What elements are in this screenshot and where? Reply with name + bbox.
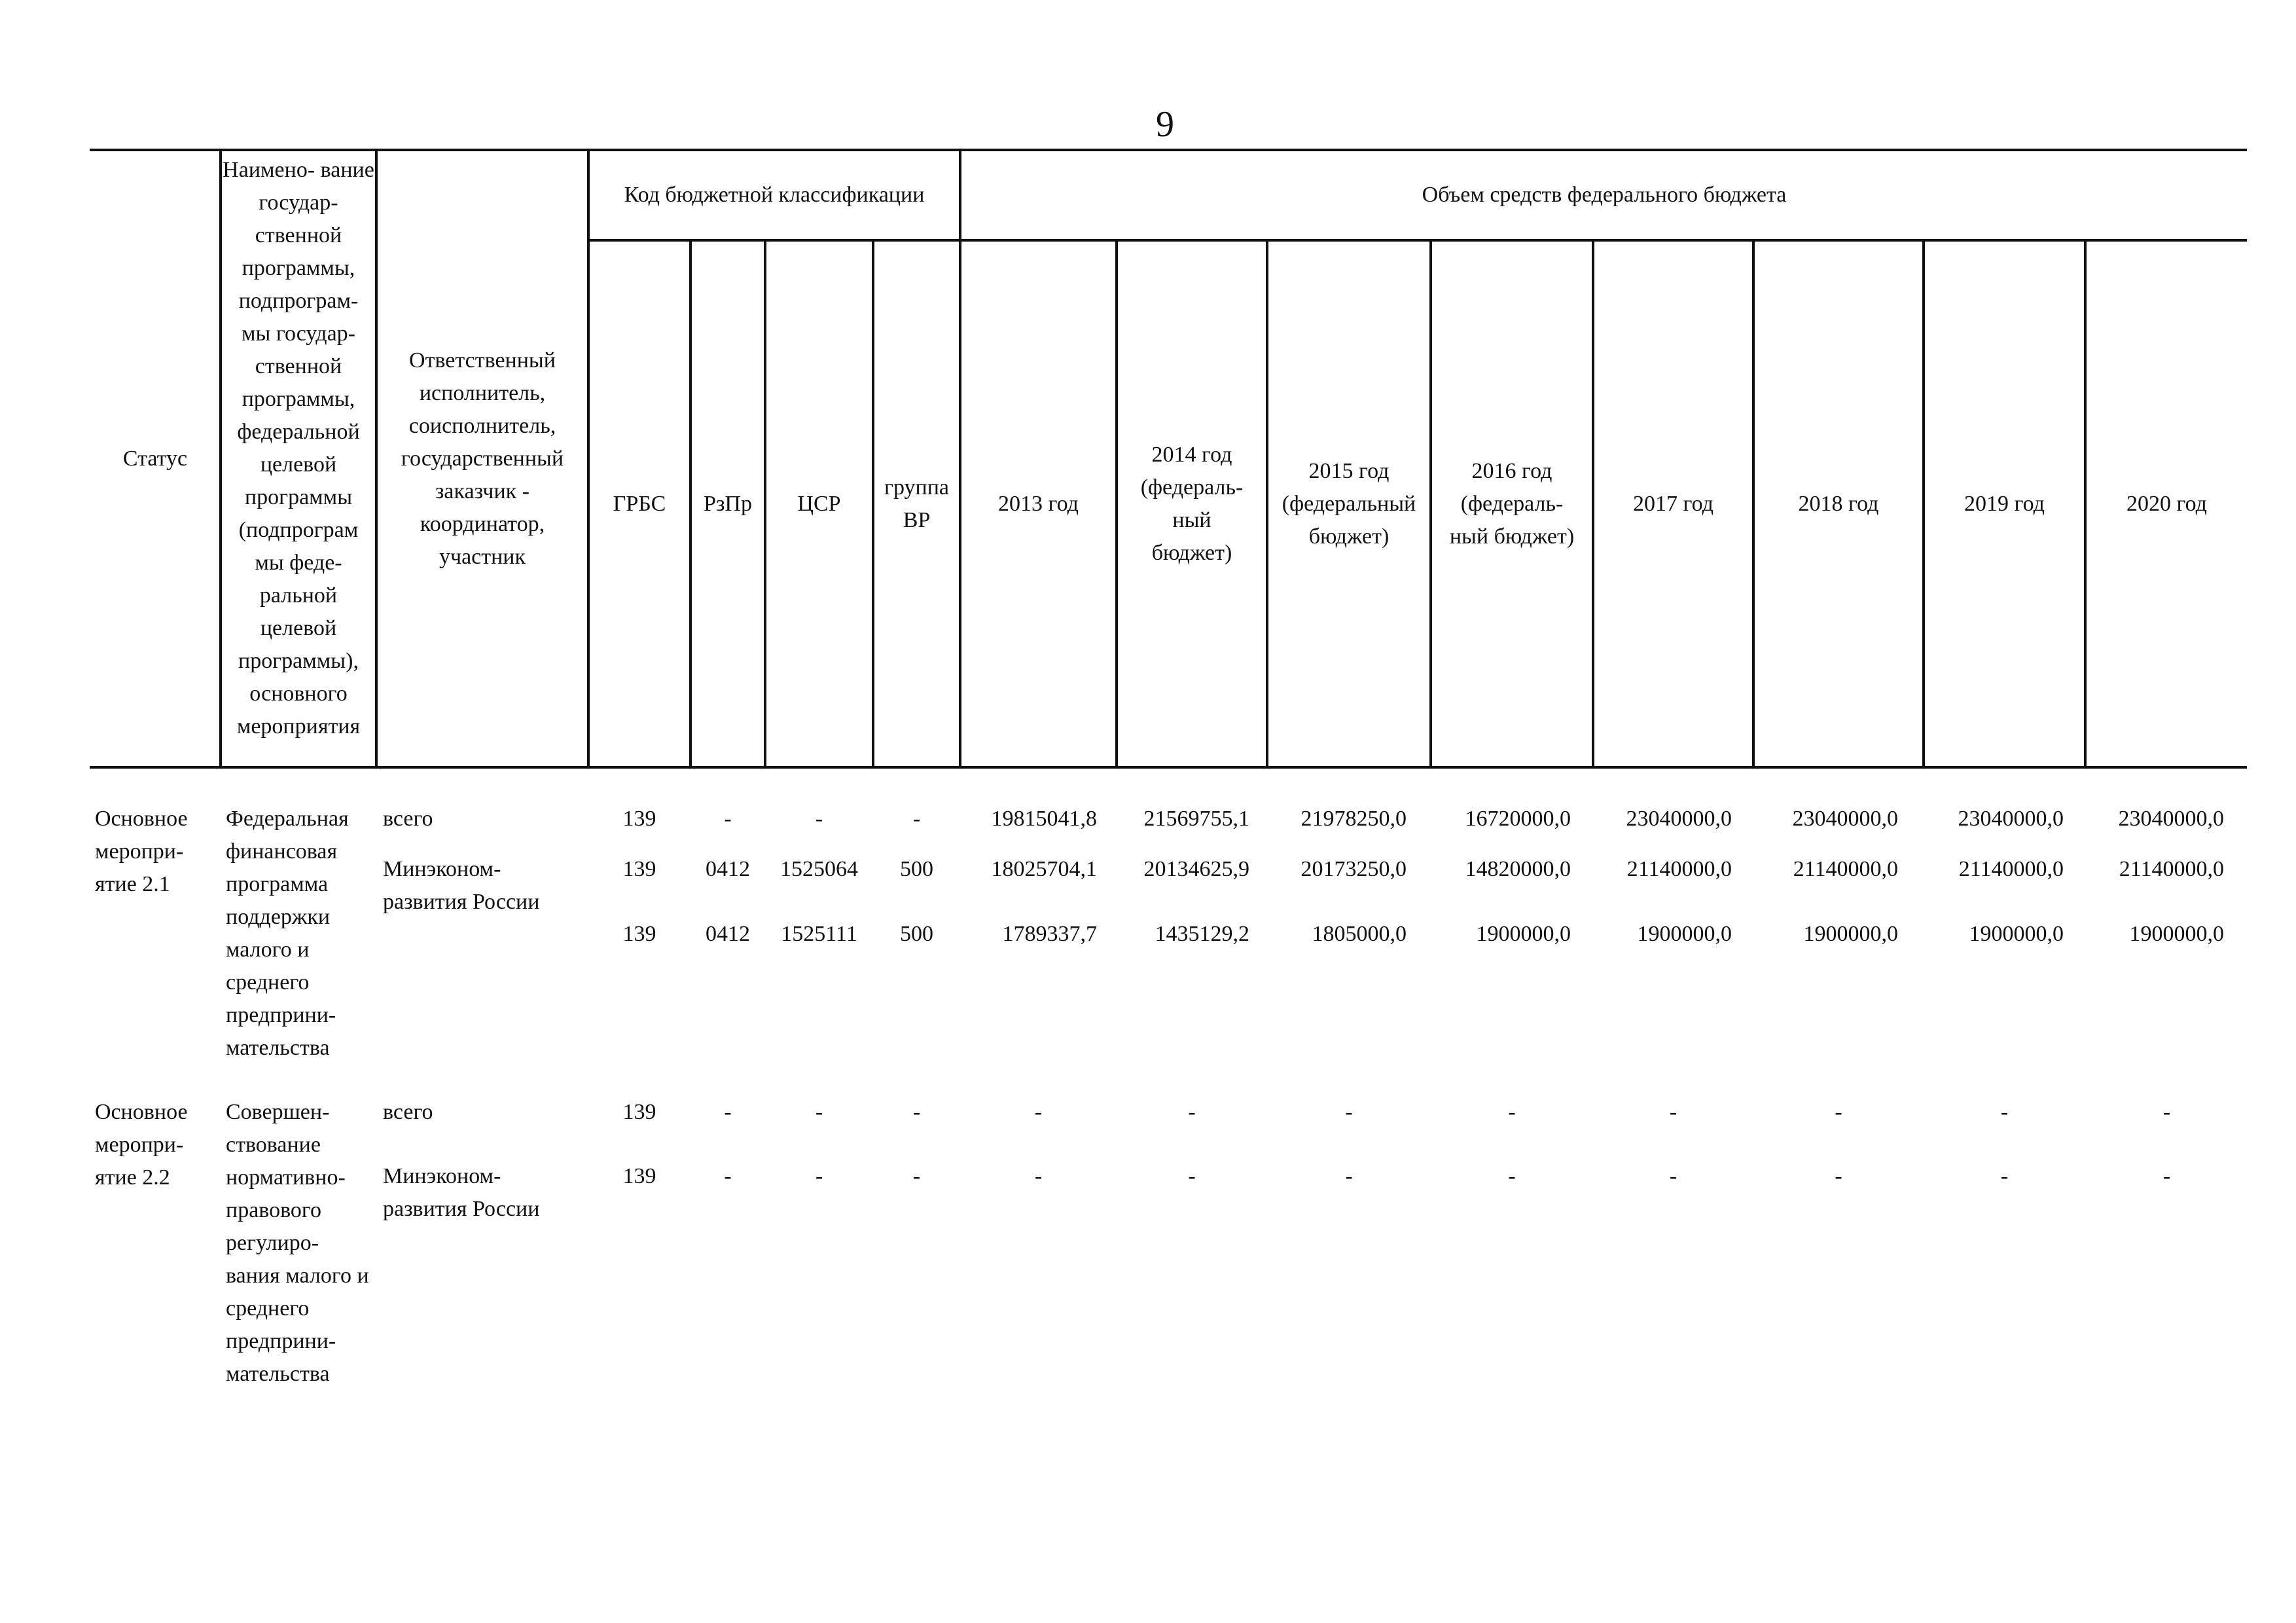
cell-2014: 1435129,2 [1155, 922, 1249, 946]
cell-grbs: 139 [622, 807, 656, 831]
header-2013: 2013 год [998, 491, 1079, 516]
cell-vr: - [912, 1100, 921, 1124]
header-csr: ЦСР [797, 491, 841, 516]
cell-rzpr: - [724, 807, 732, 831]
cell-2015: - [1345, 1100, 1353, 1124]
header-2014: 2014 год (федераль- ный бюджет) [1140, 442, 1244, 565]
cell-csr: - [815, 1100, 823, 1124]
cell-2019: - [2000, 1100, 2009, 1124]
cell-2020: 1900000,0 [2129, 922, 2224, 946]
cell-2013: 18025704,1 [991, 857, 1097, 881]
cell-2015: 21978250,0 [1300, 807, 1407, 831]
cell-csr: - [815, 1164, 823, 1188]
cell-2017: 21140000,0 [1626, 857, 1732, 881]
header-2016: 2016 год (федераль- ный бюджет) [1449, 458, 1575, 549]
row-executor: всего [383, 807, 433, 831]
header-rzpr: РзПр [704, 491, 752, 516]
header-program-name: Наимено- вание государ- ственной программы, подпрограм- мы государ- ственной программы, федеральной целевой программы (подпрограм мы феде- ральной целевой программы), основного мероприятия [223, 158, 374, 739]
cell-rzpr: 0412 [706, 922, 750, 946]
header-executor: Ответственный исполнитель, соисполнитель, государственный заказчик - координатор, участник [401, 348, 564, 569]
cell-grbs: 139 [622, 1100, 656, 1124]
cell-2017: 1900000,0 [1637, 922, 1732, 946]
cell-2017: 23040000,0 [1626, 807, 1732, 831]
cell-csr: 1525064 [780, 857, 858, 881]
cell-2013: 19815041,8 [991, 807, 1097, 831]
cell-2016: 1900000,0 [1476, 922, 1571, 946]
header-2017: 2017 год [1633, 491, 1713, 516]
cell-rzpr: 0412 [706, 857, 750, 881]
cell-2014: - [1188, 1100, 1196, 1124]
cell-2020: 21140000,0 [2119, 857, 2224, 881]
cell-vr: 500 [900, 857, 933, 881]
cell-2016: - [1508, 1100, 1516, 1124]
cell-csr: 1525111 [781, 922, 857, 946]
row-executor: всего [383, 1100, 433, 1124]
cell-2018: 23040000,0 [1792, 807, 1898, 831]
cell-2013: 1789337,7 [1002, 922, 1097, 946]
cell-2018: - [1835, 1164, 1842, 1188]
cell-2017: - [1669, 1164, 1677, 1188]
cell-vr: - [912, 807, 921, 831]
cell-grbs: 139 [622, 857, 656, 881]
block-status: Основное меропри- ятие 2.1 [95, 807, 188, 896]
cell-2015: 1805000,0 [1312, 922, 1407, 946]
cell-2016: - [1508, 1164, 1516, 1188]
row-executor: Минэконом- развития России [383, 857, 540, 914]
cell-2013: - [1034, 1164, 1043, 1188]
header-2019: 2019 год [1964, 491, 2045, 516]
header-2020: 2020 год [2126, 491, 2207, 516]
cell-2014: 21569755,1 [1143, 807, 1249, 831]
cell-2019: 23040000,0 [1958, 807, 2064, 831]
cell-2020: - [2162, 1100, 2171, 1124]
header-budget-code-group: Код бюджетной классификации [624, 183, 925, 207]
cell-2014: 20134625,9 [1143, 857, 1249, 881]
cell-2020: 23040000,0 [2118, 807, 2224, 831]
cell-2019: - [2000, 1164, 2009, 1188]
block-status: Основное меропри- ятие 2.2 [95, 1100, 188, 1190]
block-program-name: Совершен- ствование нормативно- правового регулиро- вания малого и среднего предприни- мательства [226, 1100, 369, 1386]
cell-2018: 21140000,0 [1793, 857, 1898, 881]
cell-rzpr: - [724, 1100, 732, 1124]
header-2015: 2015 год (федеральный бюджет) [1282, 458, 1416, 549]
cell-2019: 1900000,0 [1969, 922, 2064, 946]
block-program-name: Федеральная финансовая программа поддержки малого и среднего предприни- мательства [226, 807, 349, 1060]
cell-rzpr: - [724, 1164, 732, 1188]
cell-vr: - [912, 1164, 921, 1188]
header-vr: группа ВР [884, 475, 949, 532]
cell-csr: - [815, 807, 823, 831]
header-2018: 2018 год [1798, 491, 1879, 516]
cell-2015: 20173250,0 [1300, 857, 1407, 881]
cell-grbs: 139 [622, 1164, 656, 1188]
header-budget-volume-group: Объем средств федерального бюджета [1422, 183, 1787, 207]
cell-2019: 21140000,0 [1958, 857, 2064, 881]
cell-2017: - [1669, 1100, 1677, 1124]
cell-2018: - [1835, 1100, 1842, 1124]
cell-2013: - [1034, 1100, 1043, 1124]
cell-2014: - [1188, 1164, 1196, 1188]
cell-2016: 14820000,0 [1465, 857, 1571, 881]
cell-2020: - [2162, 1164, 2171, 1188]
cell-grbs: 139 [622, 922, 656, 946]
header-grbs: ГРБС [613, 491, 666, 516]
header-status: Статус [122, 446, 188, 471]
row-executor: Минэконом- развития России [383, 1164, 540, 1221]
cell-2015: - [1345, 1164, 1353, 1188]
page-number: 9 [1156, 104, 1174, 145]
cell-vr: 500 [900, 922, 933, 946]
cell-2016: 16720000,0 [1465, 807, 1571, 831]
cell-2018: 1900000,0 [1803, 922, 1898, 946]
